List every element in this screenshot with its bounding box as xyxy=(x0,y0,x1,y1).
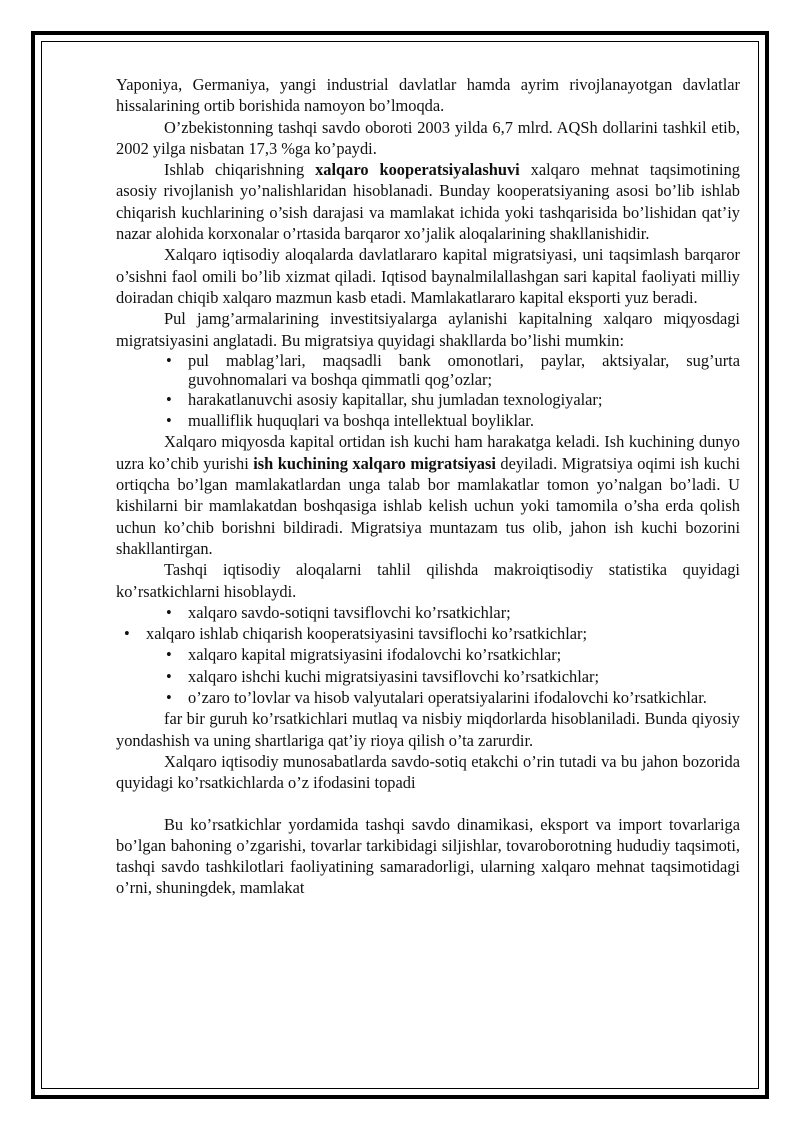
paragraph-8: far bir guruh ko’rsatkichlari mutlaq va nisbiy miqdorlarda hisoblaniladi. Bunda qiyosiy yondashish va uning shartlariga qat’iy rioya qilish o’ta zarurdir. xyxy=(116,709,740,750)
list-item xyxy=(166,666,740,687)
bullet-icon: • xyxy=(166,350,172,370)
list-item-text: o’zaro to’lovlar va hisob valyutalari operatsiyalarini ifodalovchi ko’rsatkichlar. xyxy=(188,688,707,708)
list-item xyxy=(166,687,740,708)
list-item xyxy=(166,350,740,389)
list-item-text: xalqaro ishlab chiqarish kooperatsiyasini tavsiflochi ko’rsatkichlar; xyxy=(146,624,588,644)
list-item-text: pul mablag’lari, maqsadli bank omonotlari, paylar, aktsiyalar, sug’urta guvohnomalari va boshqa qimmatli qog’ozlar; xyxy=(188,350,740,389)
paragraph-6 xyxy=(116,431,740,559)
paragraph-7: Tashqi iqtisodiy aloqalarni tahlil qilishda makroiqtisodiy statistika quyidagi ko’rsatkichlarni hisoblaydi. xyxy=(116,560,740,601)
list-item-text: xalqaro ishchi kuchi migratsiyasini tavsiflovchi ko’rsatkichlar; xyxy=(188,666,600,686)
term-cooperation: xalqaro kooperatsiyalashuvi xyxy=(315,160,520,180)
paragraph-6-end: deyiladi. Migratsiya oqimi ish kuchi ortiqcha bo’lgan mamlakatlardan unga talab bor mamlakatlar tomon yo’nalgan bo’ladi. U kishilarni bir mamlakatdan boshqasiga ishlab kelish uchun yoki tamomila o’sha erda qolish uchun ko’chib borishni bildiradi. Migratsiya muntazam tus olib, jahon ish kuchi bozorini shakllantirgan. xyxy=(116,453,740,558)
bullet-icon: • xyxy=(166,602,172,622)
list-item xyxy=(124,623,740,644)
paragraph-2: O’zbekistonning tashqi savdo oboroti 2003 yilda 6,7 mlrd. AQSh dollarini tashkil etib, 2002 yilga nisbatan 17,3 %ga ko’paydi. xyxy=(116,117,740,158)
bullet-icon: • xyxy=(166,666,172,686)
paragraph-10: Bu ko’rsatkichlar yordamida tashqi savdo dinamikasi, eksport va import tovarlariga bo’lgan bahoning o’zgarishi, tovarlar tarkibidagi siljishlar, tovaroborotning hududiy taqsimoti, tashqi savdo tashkilotlari faoliyatining samaradorligi, ularning xalqaro mehnat taqsimotidagi o’rni, shuningdek, mamlakat xyxy=(116,814,740,898)
list-item xyxy=(166,389,740,410)
list-item-text: mualliflik huquqlari va boshqa intellektual boyliklar. xyxy=(188,411,534,431)
blank-line xyxy=(116,794,740,814)
capital-forms-list xyxy=(116,351,740,432)
list-item xyxy=(166,602,740,623)
indicators-list xyxy=(116,602,740,708)
list-item-text: xalqaro kapital migratsiyasini ifodalovchi ko’rsatkichlar; xyxy=(188,645,562,665)
paragraph-5: Pul jamg’armalarining investitsiyalarga aylanishi kapitalning xalqaro miqyosdagi migratsiyasini anglatadi. Bu migratsiya quyidagi shakllarda bo’lishi mumkin: xyxy=(116,309,740,350)
paragraph-1: Yaponiya, Germaniya, yangi industrial davlatlar hamda ayrim rivojlanayotgan davlatlar hissalarining ortib borishida namoyon bo’lmoqda. xyxy=(116,75,740,116)
bullet-icon: • xyxy=(124,624,130,644)
paragraph-3-end: xalqaro mehnat taqsimotining asosiy rivojlanish yo’nalishlaridan hisoblanadi. Bunday kooperatsiyaning asosi bo’lib ishlab chiqarish kuchlarining o’sish darajasi va mamlakat ichida yoki tashqarisida bo’lishidan qat’iy nazar alohida korxonalar o’rtasida barqaror xo’jalik aloqalarining shakllanishidir. xyxy=(116,160,740,244)
list-item-text: xalqaro savdo-sotiqni tavsiflovchi ko’rsatkichlar; xyxy=(188,602,511,622)
bullet-icon: • xyxy=(166,389,172,409)
paragraph-3-start: Ishlab chiqarishning xyxy=(164,160,316,180)
bullet-icon: • xyxy=(166,645,172,665)
bullet-icon: • xyxy=(166,411,172,431)
paragraph-6-start: Xalqaro miqyosda kapital ortidan ish kuchi ham harakatga keladi. Ish kuchining dunyo uzra ko’chib yurishi xyxy=(116,432,740,473)
term-labor-migration: ish kuchining xalqaro migratsiyasi xyxy=(253,453,496,473)
list-item-text: harakatlanuvchi asosiy kapitallar, shu jumladan texnologiyalar; xyxy=(188,389,603,409)
paragraph-9: Xalqaro iqtisodiy munosabatlarda savdo-sotiq etakchi o’rin tutadi va bu jahon bozorida quyidagi ko’rsatkichlarda o’z ifodasini topadi xyxy=(116,751,740,793)
list-item xyxy=(166,644,740,665)
document-body xyxy=(116,74,740,899)
list-item xyxy=(166,410,740,431)
paragraph-4: Xalqaro iqtisodiy aloqalarda davlatlararo kapital migratsiyasi, uni taqsimlash barqaror o’sishni faol omili bo’lib xizmat qiladi. Iqtisod baynalmilallashgan sari kapital faoliyati milliy doiradan chiqib xalqaro mazmun kasb etadi. Mamlakatlararo kapital eksporti yuz beradi. xyxy=(116,245,740,307)
bullet-icon: • xyxy=(166,688,172,708)
paragraph-3 xyxy=(116,159,740,244)
